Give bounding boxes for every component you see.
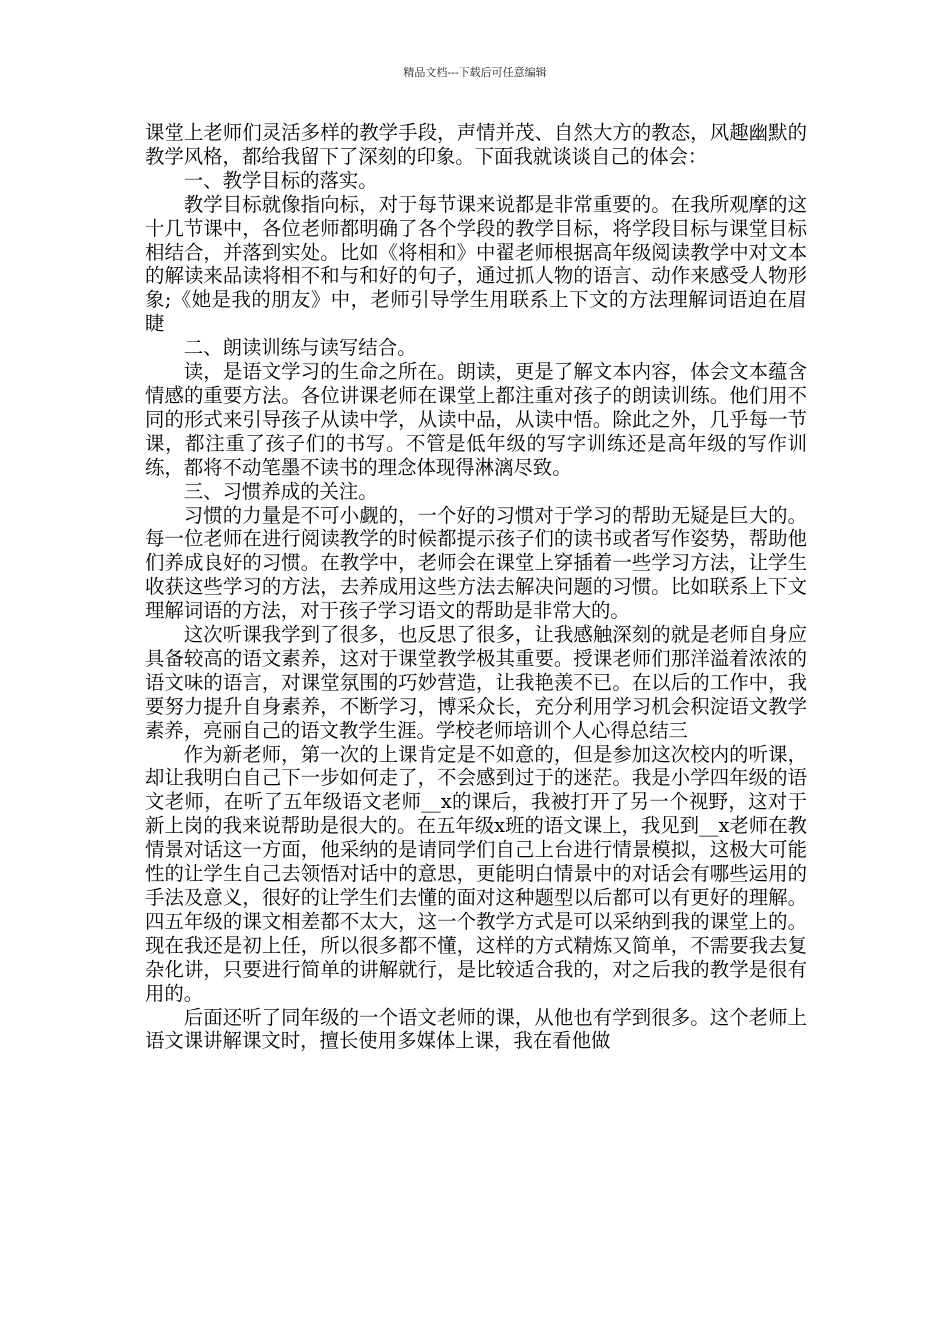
document-body <box>145 121 807 1053</box>
paragraph-reflection: 这次听课我学到了很多，也反思了很多，让我感触深刻的就是老师自身应具备较高的语文素养，这对于课堂教学极其重要。授课老师们那洋溢着浓浓的语文味的语言，对课堂氛围的巧妙营造，让我艳羡不已。在以后的工作中，我要努力提升自身素养，不断学习，博采众长，充分利用学习机会积淀语文教学素养，亮丽自己的语文教学生涯。学校老师培训个人心得总结三 <box>145 623 807 742</box>
paragraph-new-teacher: 作为新老师，第一次的上课肯定是不如意的，但是参加这次校内的听课，却让我明白自己下一步如何走了，不会感到过于的迷茫。我是小学四年级的语文老师，在听了五年级语文老师__x的课后，我被打开了另一个视野，这对于新上岗的我来说帮助是很大的。在五年级x班的语文课上，我见到__x老师在教情景对话这一方面，他采纳的是请同学们自己上台进行情景模拟，这极大可能性的让学生自己去领悟对话中的意思，更能明白情景中的对话会有哪些运用的手法及意义，很好的让学生们去懂的面对这种题型以后都可以有更好的理解。四五年级的课文相差都不太大，这一个教学方式是可以采纳到我的课堂上的。现在我还是初上任，所以很多都不懂，这样的方式精炼又简单，不需要我去复杂化讲，只要进行简单的讲解就行，是比较适合我的，对之后我的教学是很有用的。 <box>145 742 807 1005</box>
page-header: 精品文档---下载后可任意编辑 <box>403 66 547 79</box>
paragraph-multimedia: 后面还听了同年级的一个语文老师的课，从他也有学到很多。这个老师上语文课讲解课文时，擅长使用多媒体上课，我在看他做 <box>145 1005 807 1053</box>
paragraph-reading-training: 读，是语文学习的生命之所在。朗读，更是了解文本内容，体会文本蕴含情感的重要方法。各位讲课老师在课堂上都注重对孩子的朗读训练。他们用不同的形式来引导孩子从读中学，从读中品，从读中悟。除此之外，几乎每一节课，都注重了孩子们的书写。不管是低年级的写字训练还是高年级的写作训练，都将不动笔墨不读书的理念体现得淋漓尽致。 <box>145 360 807 479</box>
section-heading-2: 二、朗读训练与读写结合。 <box>183 336 417 360</box>
paragraph-habits: 习惯的力量是不可小觑的，一个好的习惯对于学习的帮助无疑是巨大的。每一位老师在进行阅读教学的时候都提示孩子们的读书或者写作姿势，帮助他们养成良好的习惯。在教学中，老师会在课堂上穿插着一些学习方法，让学生收获这些学习的方法，去养成用这些方法去解决问题的习惯。比如联系上下文理解词语的方法，对于孩子学习语文的帮助是非常大的。 <box>145 503 807 623</box>
section-heading-3: 三、习惯养成的关注。 <box>183 479 378 503</box>
section-heading-1: 一、教学目标的落实。 <box>183 168 378 192</box>
paragraph-teaching-goals: 教学目标就像指向标，对于每节课来说都是非常重要的。在我所观摩的这十几节课中，各位老师都明确了各个学段的教学目标，将学段目标与课堂目标相结合，并落到实处。比如《将相和》中翟老师根据高年级阅读教学中对文本的解读来品读将相不和与和好的句子，通过抓人物的语言、动作来感受人物形象;《她是我的朋友》中，老师引导学生用联系上下文的方法理解词语迫在眉睫 <box>145 192 807 336</box>
paragraph-intro: 课堂上老师们灵活多样的教学手段，声情并茂、自然大方的教态，风趣幽默的教学风格，都给我留下了深刻的印象。下面我就谈谈自己的体会： <box>145 121 807 168</box>
